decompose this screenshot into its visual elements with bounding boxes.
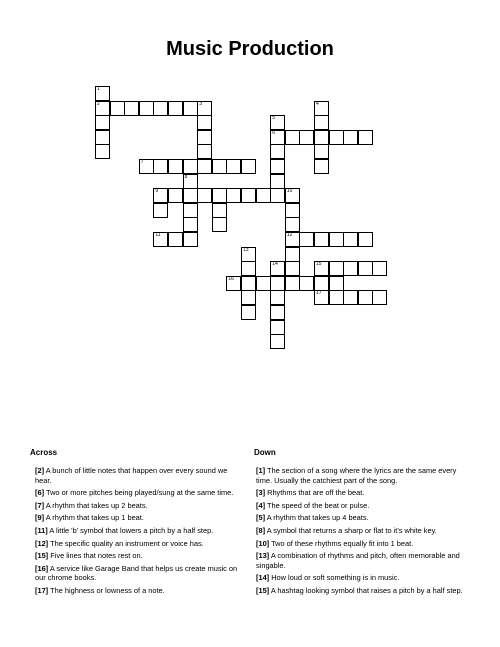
- cell-number: 2: [97, 100, 100, 107]
- crossword-cell[interactable]: [314, 276, 329, 291]
- crossword-cell[interactable]: [241, 290, 256, 305]
- cell-number: 7: [140, 159, 144, 165]
- clue-text: A rhythm that takes up 4 beats.: [266, 513, 369, 523]
- clue-text: A combination of rhythms and pitch, often memorable and singable.: [256, 551, 460, 570]
- crossword-cell[interactable]: [197, 130, 212, 145]
- clue-number: [1]: [256, 466, 266, 475]
- crossword-cell[interactable]: [241, 276, 256, 291]
- clue-text: A rhythm that takes up 1 beat.: [45, 513, 144, 523]
- crossword-cell[interactable]: [314, 101, 329, 116]
- clue-number: [11]: [35, 525, 48, 535]
- crossword-cell[interactable]: [314, 115, 329, 130]
- clue-number: [14]: [256, 573, 270, 583]
- clue-number: [9]: [35, 513, 45, 523]
- crossword-cell[interactable]: [183, 217, 198, 232]
- crossword-cell[interactable]: [226, 188, 241, 203]
- crossword-cell[interactable]: [241, 159, 256, 174]
- clue-text: Rhythms that are off the beat.: [267, 488, 365, 498]
- crossword-cell[interactable]: [285, 188, 300, 203]
- crossword-cell[interactable]: [241, 261, 256, 276]
- clue-text: A rhythm that takes up 2 beats.: [45, 500, 148, 510]
- clue-text: How loud or soft something is in music.: [271, 573, 400, 583]
- crossword-cell[interactable]: [299, 130, 314, 145]
- crossword-cell[interactable]: [314, 130, 329, 145]
- crossword-cell[interactable]: [329, 130, 344, 145]
- clue-text: A hashtag looking symbol that raises a pitch by a half step.: [270, 585, 463, 595]
- crossword-cell[interactable]: [183, 159, 198, 174]
- crossword-cell[interactable]: [197, 159, 212, 174]
- crossword-cell[interactable]: [285, 217, 300, 232]
- crossword-cell[interactable]: [270, 159, 285, 174]
- clue-number: [4]: [256, 500, 266, 510]
- across-heading: Across: [30, 448, 58, 457]
- clue-text: The section of a song where the lyrics are the same every time. Usually the catchiest part of the song.: [256, 466, 457, 485]
- cell-number: 13: [243, 246, 249, 253]
- crossword-cell[interactable]: [212, 188, 227, 203]
- crossword-cell[interactable]: [285, 232, 300, 247]
- crossword-cell[interactable]: [212, 217, 227, 232]
- across-clue: [35, 526, 245, 536]
- crossword-cell[interactable]: [168, 232, 183, 247]
- crossword-cell[interactable]: [183, 203, 198, 218]
- crossword-cell[interactable]: [226, 159, 241, 174]
- clue-text: Two or more pitches being played/sung at the same time.: [45, 488, 234, 498]
- cell-number: 12: [286, 232, 293, 238]
- down-clue: [256, 586, 466, 596]
- crossword-cell[interactable]: [343, 261, 358, 276]
- down-clue: [256, 513, 466, 523]
- crossword-cell[interactable]: [241, 247, 256, 262]
- clue-number: [5]: [256, 513, 266, 523]
- crossword-cell[interactable]: [226, 276, 241, 291]
- crossword-cell[interactable]: [270, 305, 285, 320]
- crossword-cell[interactable]: [168, 101, 183, 116]
- cell-number: 14: [272, 261, 278, 268]
- clue-text: A bunch of little notes that happen over every sound we hear.: [35, 466, 228, 485]
- crossword-cell[interactable]: [270, 130, 285, 145]
- crossword-cell[interactable]: [95, 101, 110, 116]
- crossword-cell[interactable]: [95, 115, 110, 130]
- crossword-cell[interactable]: [241, 305, 256, 320]
- crossword-cell[interactable]: [110, 101, 125, 116]
- crossword-cell[interactable]: [270, 261, 285, 276]
- crossword-cell[interactable]: [329, 261, 344, 276]
- crossword-cell[interactable]: [329, 232, 344, 247]
- down-clue: [256, 501, 466, 511]
- crossword-cell[interactable]: [168, 159, 183, 174]
- crossword-cell[interactable]: [95, 144, 110, 159]
- across-clue: [35, 586, 245, 596]
- cell-number: 6: [272, 129, 275, 136]
- crossword-cell[interactable]: [270, 334, 285, 349]
- down-clue: [256, 488, 466, 498]
- crossword-cell[interactable]: [183, 188, 198, 203]
- clue-number: [2]: [35, 466, 45, 475]
- crossword-cell[interactable]: [270, 188, 285, 203]
- crossword-cell[interactable]: [139, 101, 154, 116]
- crossword-cell[interactable]: [183, 101, 198, 116]
- crossword-cell[interactable]: [329, 290, 344, 305]
- crossword-cell[interactable]: [299, 232, 314, 247]
- crossword-cell[interactable]: [197, 101, 212, 116]
- clue-text: Five lines that notes rest on.: [50, 551, 143, 561]
- across-clue-list: [35, 466, 245, 599]
- across-clue: [35, 513, 245, 523]
- crossword-cell[interactable]: [343, 232, 358, 247]
- cell-number: 17: [316, 290, 322, 297]
- crossword-cell[interactable]: [95, 86, 110, 101]
- clue-number: [8]: [256, 525, 266, 535]
- page-title: Music Production: [166, 38, 334, 60]
- crossword-cell[interactable]: [139, 159, 154, 174]
- clue-text: Two of these rhythms equally fit into 1 beat.: [271, 538, 414, 548]
- across-clue: [35, 488, 245, 498]
- crossword-cell[interactable]: [314, 144, 329, 159]
- clue-number: [6]: [35, 488, 45, 498]
- down-clue: [256, 551, 466, 570]
- clue-number: [12]: [35, 538, 49, 548]
- clue-number: [15]: [35, 551, 49, 561]
- clue-number: [16]: [35, 563, 49, 573]
- crossword-cell[interactable]: [343, 290, 358, 305]
- crossword-cell[interactable]: [270, 174, 285, 189]
- down-clue: [256, 539, 466, 549]
- clue-number: [7]: [35, 500, 45, 510]
- clue-number: [15]: [256, 585, 270, 595]
- cell-number: 4: [316, 100, 319, 107]
- across-clue: [35, 501, 245, 511]
- crossword-cell[interactable]: [358, 130, 373, 145]
- crossword-cell[interactable]: [270, 290, 285, 305]
- down-clue: [256, 466, 466, 485]
- across-clue: [35, 551, 245, 561]
- crossword-cell[interactable]: [124, 101, 139, 116]
- crossword-cell[interactable]: [153, 203, 168, 218]
- crossword-cell[interactable]: [197, 115, 212, 130]
- clue-number: [17]: [35, 585, 49, 595]
- crossword-cell[interactable]: [197, 144, 212, 159]
- crossword-cell[interactable]: [153, 101, 168, 116]
- crossword-cell[interactable]: [329, 276, 344, 291]
- crossword-cell[interactable]: [197, 188, 212, 203]
- crossword-cell[interactable]: [270, 276, 285, 291]
- clue-text: A little 'b' symbol that lowers a pitch by a half step.: [49, 525, 214, 535]
- cell-number: 9: [155, 188, 159, 195]
- crossword-cell[interactable]: [270, 115, 285, 130]
- crossword-cell[interactable]: [358, 261, 373, 276]
- clue-text: A service like Garage Band that helps us create music on our chrome books.: [35, 563, 238, 583]
- crossword-cell[interactable]: [153, 232, 168, 247]
- clue-text: The speed of the beat or pulse.: [266, 500, 370, 510]
- cell-number: 10: [286, 188, 293, 195]
- cell-number: 15: [316, 261, 322, 268]
- down-clue: [256, 526, 466, 536]
- crossword-cell[interactable]: [343, 130, 358, 145]
- clue-text: The specific quality an instrument or voice has.: [50, 538, 204, 548]
- across-clue: [35, 564, 245, 583]
- across-clue: [35, 466, 245, 485]
- down-clue-list: [256, 466, 466, 599]
- down-heading: Down: [254, 448, 276, 457]
- crossword-cell[interactable]: [372, 290, 387, 305]
- cell-number: 16: [228, 275, 234, 282]
- clue-number: [13]: [256, 551, 270, 561]
- crossword-cell[interactable]: [372, 261, 387, 276]
- cell-number: 1: [97, 86, 100, 92]
- cell-number: 8: [184, 173, 188, 180]
- cell-number: 5: [272, 115, 275, 122]
- crossword-cell[interactable]: [168, 188, 183, 203]
- crossword-cell[interactable]: [153, 159, 168, 174]
- crossword-cell[interactable]: [285, 203, 300, 218]
- crossword-cell[interactable]: [212, 159, 227, 174]
- clue-text: A symbol that returns a sharp or flat to it's white key.: [266, 525, 437, 535]
- crossword-cell[interactable]: [285, 261, 300, 276]
- clue-number: [10]: [256, 538, 270, 548]
- crossword-cell[interactable]: [299, 276, 314, 291]
- crossword-cell[interactable]: [285, 276, 300, 291]
- crossword-cell[interactable]: [314, 290, 329, 305]
- crossword-cell[interactable]: [183, 232, 198, 247]
- crossword-cell[interactable]: [358, 232, 373, 247]
- crossword-cell[interactable]: [285, 130, 300, 145]
- cell-number: 3: [199, 100, 202, 107]
- cell-number: 11: [155, 232, 161, 238]
- crossword-cell[interactable]: [241, 188, 256, 203]
- crossword-cell[interactable]: [270, 320, 285, 335]
- crossword-cell[interactable]: [314, 232, 329, 247]
- crossword-cell[interactable]: [314, 159, 329, 174]
- crossword-cell[interactable]: [285, 247, 300, 262]
- crossword-cell[interactable]: [256, 188, 271, 203]
- clue-number: [3]: [256, 488, 266, 498]
- crossword-cell[interactable]: [314, 261, 329, 276]
- down-clue: [256, 573, 466, 583]
- across-clue: [35, 539, 245, 549]
- crossword-cell[interactable]: [256, 276, 271, 291]
- crossword-cell[interactable]: [153, 188, 168, 203]
- crossword-cell[interactable]: [183, 174, 198, 189]
- crossword-cell[interactable]: [270, 144, 285, 159]
- crossword-cell[interactable]: [358, 290, 373, 305]
- crossword-cell[interactable]: [95, 130, 110, 145]
- clue-text: The highness or lowness of a note.: [50, 585, 165, 595]
- crossword-cell[interactable]: [212, 203, 227, 218]
